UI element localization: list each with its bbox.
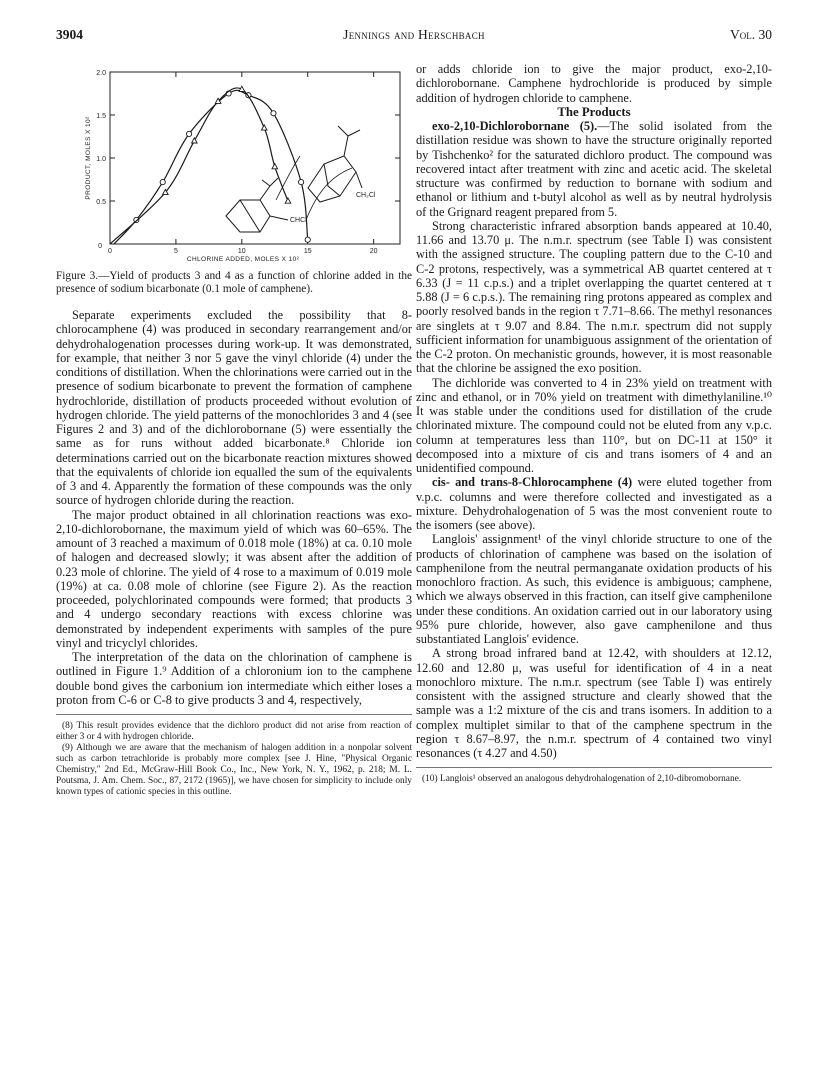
paragraph-body: —The solid isolated from the distillation residue was shown to have the structure originally reported by Tishchenko² for the saturated dichloro product. The compound was recovered intact after treatment with zinc and acetic acid. The skeletal structure was confirmed by reduction to bornane with sodium and ethanol or lithium and t-butyl alcohol as well as by neutral hydrolysis of the Grignard reagent prepared from 5.	[416, 119, 772, 219]
structure-label-ch2cl: CH₂Cl	[356, 192, 376, 199]
data-point-triangle	[272, 164, 278, 169]
y-tick-label: 1.0	[96, 156, 106, 163]
data-point-circle	[271, 111, 276, 116]
compound-heading: exo-2,10-Dichlorobornane (5).	[432, 119, 598, 133]
x-tick-label: 10	[237, 248, 246, 255]
paragraph: Langlois' assignment¹ of the vinyl chloride structure to one of the products of chlorination of camphene was based on the isolation of camphenilone from the neutral permanganate oxidation products of his monochloro fraction. As such, this evidence is ambiguous; camphene, which we always observed in this fraction, can itself give camphenilone under these conditions. An oxidation carried out in our laboratory using 95% pure chloride, however, also gave camphenilone and thus substantiated Langlois' evidence.	[416, 532, 772, 646]
x-tick-label: 5	[173, 248, 178, 255]
paragraph: The major product obtained in all chlorination reactions was exo-2,10-dichlorobornane, the maximum yield of which was 60–65%. The amount of 3 reached a maximum of 0.018 mole (18%) at ca. 0.10 mole of halogen and decreased slowly; it was absent after the addition of 0.23 mole of chlorine. The yield of 4 rose to a maximum of 0.019 mole (19%) at ca. 0.08 mole of chlorine (see Figure 2). As the reaction proceeded, polychlorinated compounds were formed; that products 3 and 4 undergo secondary reactions with excess chlorine was demonstrated by independent experiments with samples of the pure vinyl and tricyclyl chlorides.	[56, 507, 412, 650]
data-point-circle	[186, 131, 191, 136]
bicyclic-structure-4	[226, 178, 288, 232]
data-point-triangle	[261, 125, 267, 130]
footnote: (9) Although we are aware that the mechanism of halogen addition in a nonpolar solvent such as carbon tetrachloride is probably more complex [see J. Hine, "Physical Organic Chemistry," 2nd Ed., McGraw-Hill Book Co., Inc., New York, N. Y., 1962, p. 218; M. L. Poutsma, J. Am. Chem. Soc., 87, 2172 (1965)], we have chosen for simplicity to include only known types of cationic species in this outline.	[56, 743, 412, 798]
page-header	[56, 27, 772, 45]
series-line-2	[110, 88, 288, 244]
data-point-circle	[305, 237, 310, 242]
figure-caption	[56, 270, 412, 295]
left-footnotes	[56, 721, 412, 798]
right-footnotes	[416, 774, 772, 785]
y-tick-label: 0.5	[96, 199, 106, 206]
running-title: Jennings and Herschbach	[343, 27, 485, 42]
compound-heading: cis- and trans-8-Chlorocamphene (4)	[432, 475, 633, 490]
yield-chart	[56, 60, 412, 268]
section-heading: The Products	[557, 104, 631, 119]
x-axis-label: CHLORINE ADDED, MOLES X 10²	[186, 256, 300, 263]
footnote: (8) This result provides evidence that the dichloro product did not arise from reaction of either 3 or 4 with hydrogen chloride.	[56, 721, 412, 743]
x-tick-label: 20	[369, 248, 378, 255]
data-point-triangle	[192, 138, 198, 143]
series-line-1	[114, 90, 308, 244]
data-point-circle	[299, 179, 304, 184]
data-point-triangle	[285, 198, 291, 203]
data-point-circle	[160, 179, 165, 184]
paragraph: A strong broad infrared band at 12.42, with shoulders at 12.12, 12.60 and 12.80 μ, was useful for identification of 4 in a neat monochloro mixture. The n.m.r. spectrum (see Table I) was entirely consistent with the assigned structure and clearly showed that the sample was a 1:2 mixture of the cis and trans isomers. In addition to a complex multiplet similar to that of the camphene spectrum in the region τ 8.67–8.97, the n.m.r. spectrum of 4 contained two vinyl resonances (τ 4.27 and 4.50)	[416, 646, 772, 760]
page-number: 3904	[56, 27, 83, 42]
paragraph-body: were eluted together from v.p.c. columns and were therefore collected and investigated as a mixture. Dehydrohalogenation of 5 was the most convenient route to the isomers (see above).	[416, 475, 772, 532]
paragraph: Separate experiments excluded the possibility that 8-chlorocamphene (4) was produced in secondary rearrangement and/or dehydrohalogenation processes during work-up. It was demonstrated, for example, that neither 3 nor 5 gave the vinyl chloride (4) under the conditions of distillation. When the chlorinations were carried out in the presence of sodium bicarbonate to prevent the formation of camphene hydrochloride, distillation of products proceeded without evolution of hydrogen chloride. The yield patterns of the monochlorides 3 and 4 (see Figures 2 and 3) and of the dichlorobornane (5) were essentially the same as for runs without added bicarbonate.⁸ Chloride ion determinations carried out on the bicarbonate reaction mixtures showed that the equivalents of chloride ion equalled the sum of the equivalents of 3 and 4. Apparently the formation of these compounds was the only source of hydrogen chloride during the reaction.	[56, 308, 412, 508]
y-tick-label: 2.0	[96, 70, 106, 77]
bicyclic-structure-3	[308, 126, 362, 202]
paragraph: The interpretation of the data on the chlorination of camphene is outlined in Figure 1.⁹ Addition of a chloronium ion to the camphene double bond gives the carbonium ion intermediate which either loses a proton from C-6 or C-8 to give products 3 and 4, respectively,	[56, 650, 412, 707]
y-tick-label: 1.5	[96, 113, 106, 120]
footnote: (10) Langlois¹ observed an analogous dehydrohalogenation of 2,10-dibromobornane.	[422, 774, 742, 785]
footnote-rule	[416, 767, 772, 768]
figure-3	[56, 60, 412, 268]
paragraph: The dichloride was converted to 4 in 23% yield on treatment with zinc and ethanol, or in 70% yield on treatment with dimethylaniline.¹⁰ It was stable under the conditions used for distillation of the crude chlorinated mixture. The compound could not be eluted from any v.p.c. column at temperatures less than 110°, but on DC-11 at 150° it decomposed into a mixture of cis and trans isomers of 4 and an unidentified compound.	[416, 375, 772, 475]
paragraph: or adds chloride ion to give the major product, exo-2,10-dichlorobornane. Camphene hydrochloride is produced by simple addition of hydrogen chloride to camphene.	[416, 62, 772, 105]
structure-label-chcl: CHCl	[290, 217, 307, 224]
right-column	[416, 62, 772, 785]
paragraph: Strong characteristic infrared absorption bands appeared at 10.40, 11.66 and 13.70 μ. The n.m.r. spectrum (see Table I) was consistent with the assigned structure. The coupling pattern due to the C-10 and C-2 protons, respectively, was a symmetrical AB quartet centered at τ 6.33 (J = 11 c.p.s.) and a triplet overlapping the quartet centered at τ 5.88 (J = 6 c.p.s.). The remaining ring protons appeared as complex and poorly resolved bands in the region τ 7.71–8.66. The methyl resonances are singlets at τ 9.07 and 8.84. The n.m.r. spectrum did not supply sufficient information for unambiguous assignment of the orientation of the C-2 proton. On mechanistic grounds, however, it is most reasonable that the chlorine be assigned the exo position.	[416, 218, 772, 376]
left-column	[56, 60, 412, 798]
structure-pointer	[276, 156, 300, 200]
paragraph	[416, 475, 772, 532]
y-axis-label: PRODUCT, MOLES X 10²	[85, 116, 92, 200]
volume-label: Vol. 30	[730, 27, 772, 42]
footnote-rule	[56, 714, 412, 715]
x-tick-label: 0	[108, 248, 112, 255]
y-tick-label: 0	[98, 243, 102, 250]
paragraph	[416, 119, 772, 219]
x-tick-label: 15	[303, 248, 312, 255]
figure-caption-text: Figure 3.—Yield of products 3 and 4 as a function of chlorine added in the presence of sodium bicarbonate (0.1 mole of camphene).	[56, 270, 412, 295]
